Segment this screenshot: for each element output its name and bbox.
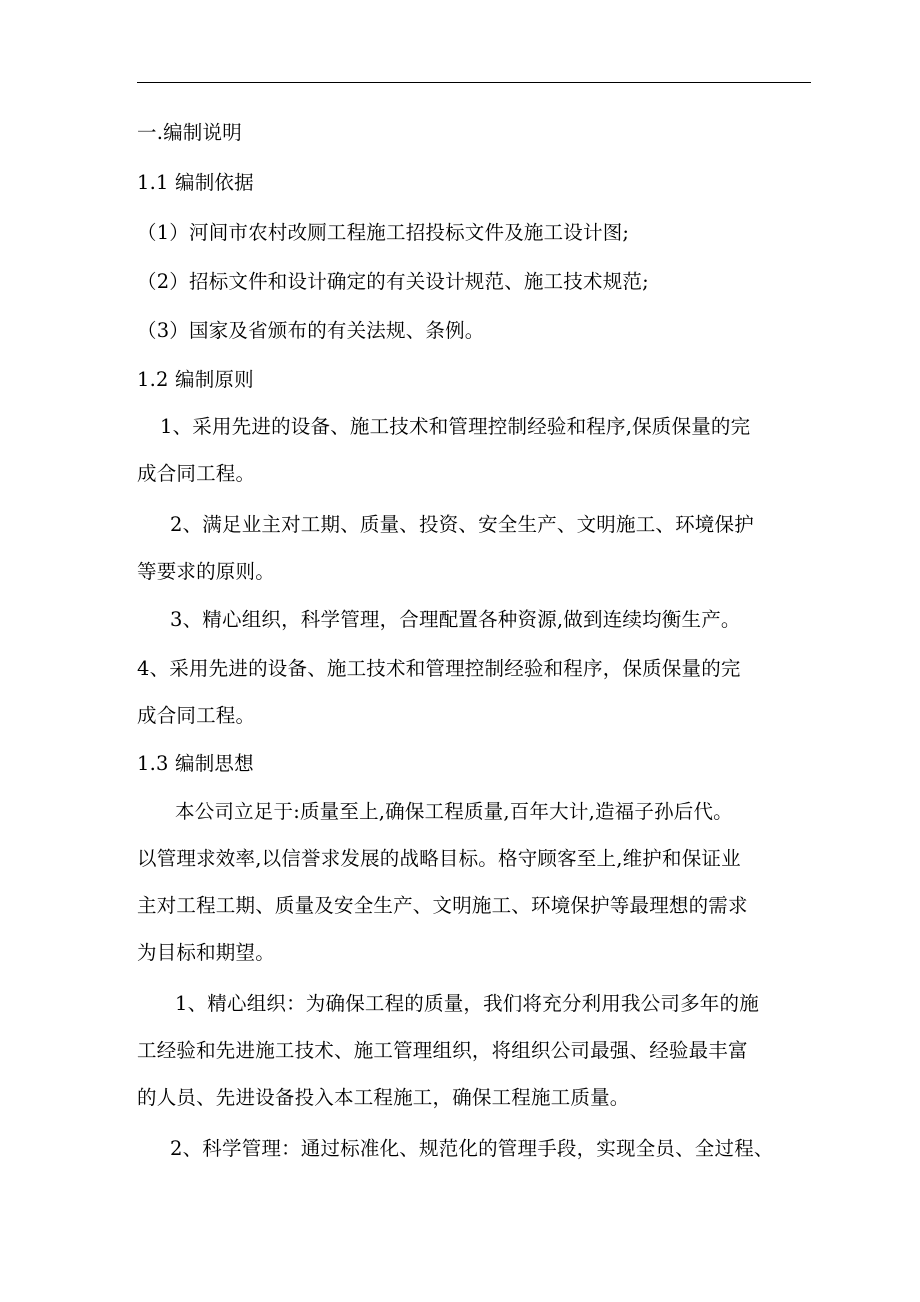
paragraph-line: 工经验和先进施工技术、施工管理组织，将组织公司最强、经验最丰富 [137,1039,748,1062]
paragraph-line: （3）国家及省颁布的有关法规、条例。 [137,319,485,342]
section-heading: 一.编制说明 [137,121,242,144]
subsection-heading: 1.1 编制依据 [137,171,254,194]
paragraph-line: 等要求的原则。 [137,560,275,583]
paragraph-line: 1、精心组织：为确保工程的质量，我们将充分利用我公司多年的施 [175,992,759,1015]
paragraph-line: 为目标和期望。 [137,941,275,964]
paragraph-line: 2、满足业主对工期、质量、投资、安全生产、文明施工、环境保护 [170,513,754,536]
subsection-heading: 1.3 编制思想 [137,752,254,775]
paragraph-line: 本公司立足于:质量至上,确保工程质量,百年大计,造福子孙后代。 [175,800,733,823]
paragraph-line: （2）招标文件和设计确定的有关设计规范、施工技术规范; [137,270,649,293]
paragraph-line: 2、科学管理：通过标准化、规范化的管理手段，实现全员、全过程、 [170,1137,774,1160]
paragraph-line: 成合同工程。 [137,704,256,727]
paragraph-line: 以管理求效率,以信誉求发展的战略目标。格守顾客至上,维护和保证业 [137,847,741,870]
paragraph-line: 4、采用先进的设备、施工技术和管理控制经验和程序，保质保量的完 [137,657,741,680]
paragraph-line: 1、采用先进的设备、施工技术和管理控制经验和程序,保质保量的完 [160,415,751,438]
paragraph-line: 成合同工程。 [137,462,256,485]
subsection-heading: 1.2 编制原则 [137,368,254,391]
paragraph-line: （1）河间市农村改厕工程施工招投标文件及施工设计图; [137,221,630,244]
paragraph-line: 3、精心组织，科学管理，合理配置各种资源,做到连续均衡生产。 [170,608,741,631]
header-rule [137,82,811,83]
paragraph-line: 的人员、先进设备投入本工程施工，确保工程施工质量。 [137,1086,630,1109]
paragraph-line: 主对工程工期、质量及安全生产、文明施工、环境保护等最理想的需求 [137,894,748,917]
